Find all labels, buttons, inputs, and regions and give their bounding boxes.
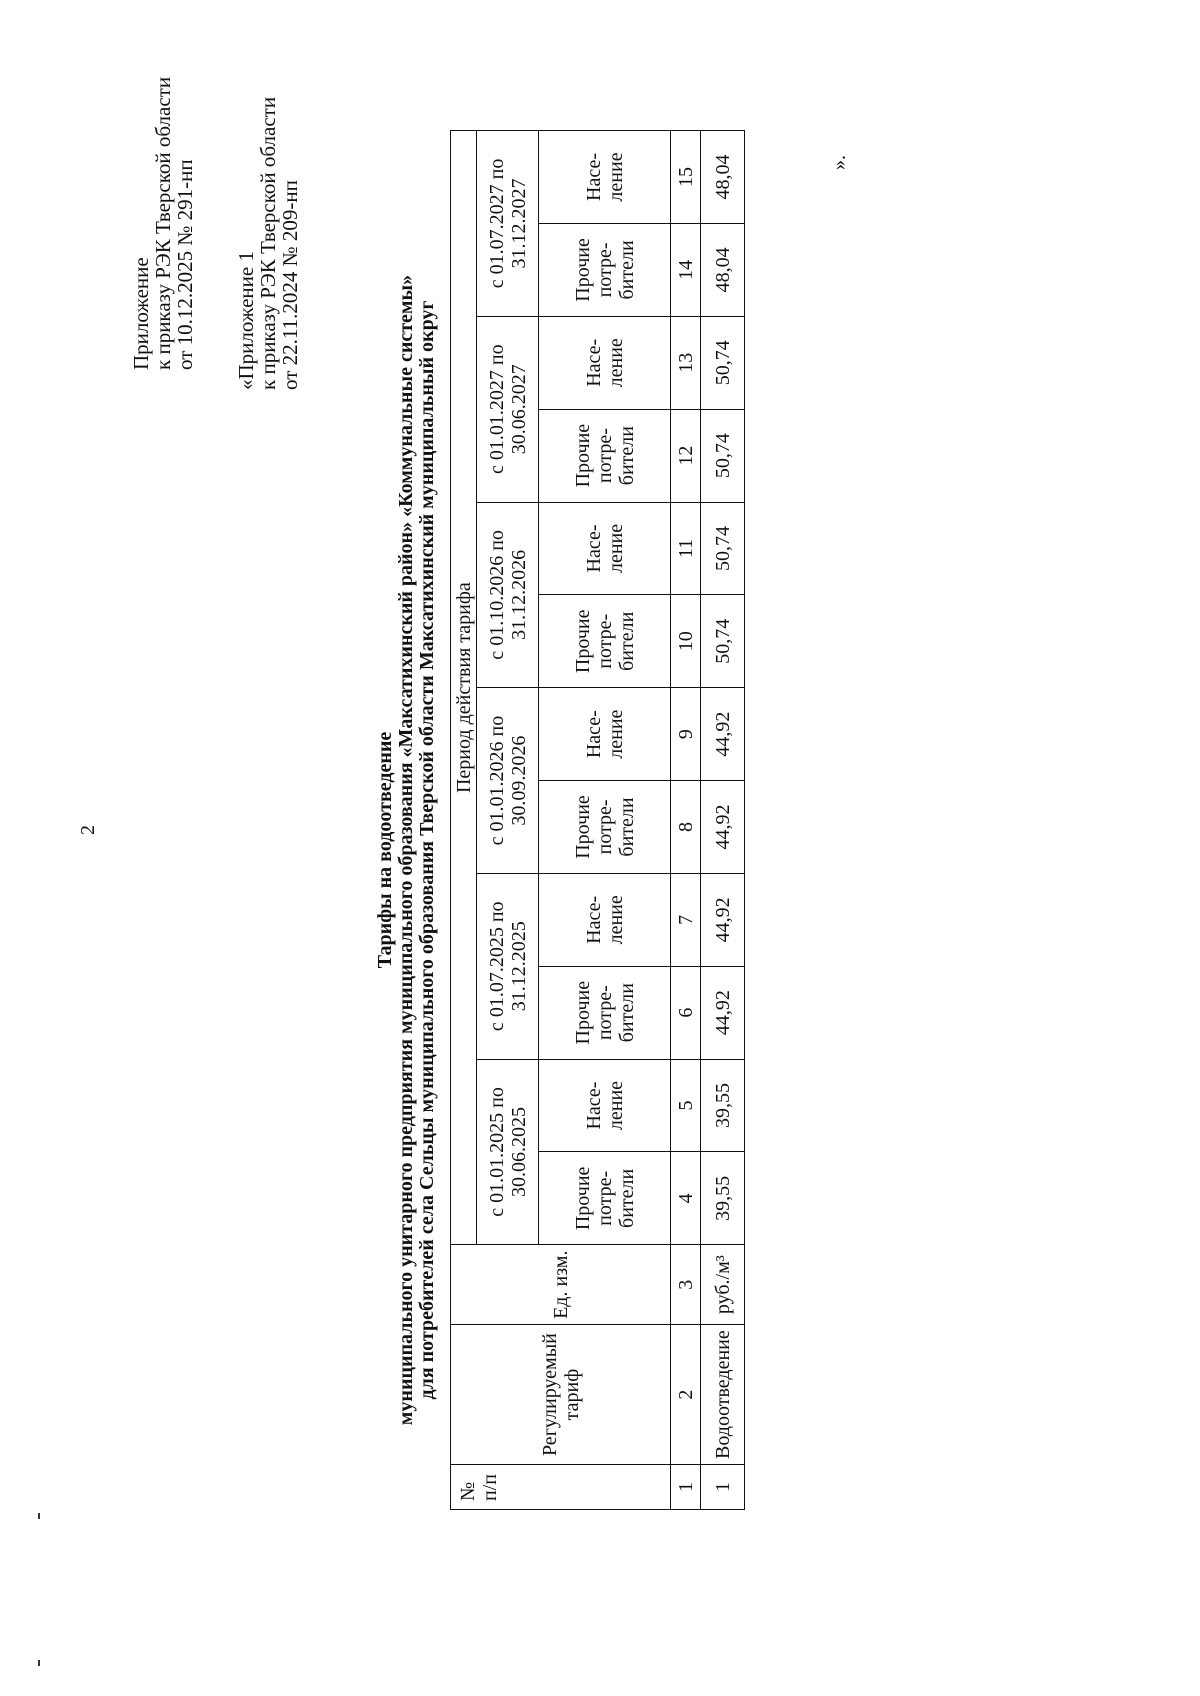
col-number: 11 — [671, 502, 701, 595]
period-1-population: Насе-ление — [539, 1059, 671, 1152]
col-number: 1 — [671, 1465, 701, 1510]
closing-quote: ». — [828, 155, 850, 170]
title-line3: для потребителей села Сельцы муниципального образования Тверской области Максатихинский муниципальный округ — [416, 300, 438, 1400]
row-value: 48,04 — [701, 131, 745, 224]
period-3-population: Насе-ление — [539, 688, 671, 781]
period-6-label: с 01.07.2027 по 31.12.2027 — [477, 131, 539, 317]
row-value: 50,74 — [701, 316, 745, 409]
stray-mark-top — [38, 1513, 40, 1519]
stray-mark-bottom — [38, 1660, 40, 1666]
period-4-label: с 01.10.2026 по 31.12.2026 — [477, 502, 539, 688]
period-5-other: Прочие потре-бители — [539, 409, 671, 502]
annex-current — [130, 77, 196, 370]
row-value: 44,92 — [701, 966, 745, 1059]
period-1-label: с 01.01.2025 по 30.06.2025 — [477, 1059, 539, 1245]
col-number: 3 — [671, 1245, 701, 1325]
annex-current-line3: от 10.12.2025 № 291-нп — [173, 159, 197, 370]
row-value: 39,55 — [701, 1059, 745, 1152]
col-number: 5 — [671, 1059, 701, 1152]
annex-previous-line3: от 22.11.2024 № 209-нп — [278, 180, 302, 390]
row-value: 44,92 — [701, 688, 745, 781]
period-2-population: Насе-ление — [539, 873, 671, 966]
tariff-table — [450, 130, 745, 1510]
annex-current-line2: к приказу РЭК Тверской области — [151, 76, 175, 370]
period-4-other: Прочие потре-бители — [539, 595, 671, 688]
period-5-label: с 01.01.2027 по 30.06.2027 — [477, 316, 539, 502]
period-3-other: Прочие потре-бители — [539, 781, 671, 874]
annex-previous-line1: «Приложение 1 — [234, 251, 258, 390]
period-6-other: Прочие потре-бители — [539, 223, 671, 316]
row-value: 39,55 — [701, 1152, 745, 1245]
row-value: 44,92 — [701, 873, 745, 966]
period-5-population: Насе-ление — [539, 316, 671, 409]
header-no: № п/п — [451, 1465, 671, 1510]
col-number: 6 — [671, 966, 701, 1059]
header-tariff: Регулируемый тариф — [451, 1325, 671, 1465]
column-number-row — [671, 131, 701, 1510]
row-value: 48,04 — [701, 223, 745, 316]
table-row — [701, 131, 745, 1510]
col-number: 14 — [671, 223, 701, 316]
col-number: 15 — [671, 131, 701, 224]
document-title — [375, 110, 438, 1590]
row-value: 50,74 — [701, 502, 745, 595]
rotated-landscape-content — [120, 76, 1190, 1590]
header-row-period — [451, 131, 477, 1510]
period-4-population: Насе-ление — [539, 502, 671, 595]
header-period: Период действия тарифа — [451, 131, 477, 1245]
col-number: 9 — [671, 688, 701, 781]
col-number: 10 — [671, 595, 701, 688]
row-value: 50,74 — [701, 595, 745, 688]
period-6-population: Насе-ление — [539, 131, 671, 224]
period-2-label: с 01.07.2025 по 31.12.2025 — [477, 873, 539, 1059]
period-2-other: Прочие потре-бители — [539, 966, 671, 1059]
col-number: 8 — [671, 781, 701, 874]
period-1-other: Прочие потре-бители — [539, 1152, 671, 1245]
annex-current-line1: Приложение — [129, 257, 153, 370]
col-number: 12 — [671, 409, 701, 502]
row-tariff: Водоотведение — [701, 1325, 745, 1465]
period-3-label: с 01.01.2026 по 30.09.2026 — [477, 688, 539, 874]
annex-previous — [235, 97, 301, 390]
col-number: 2 — [671, 1325, 701, 1465]
page-number: 2 — [77, 825, 99, 835]
header-unit: Ед. изм. — [451, 1245, 671, 1325]
col-number: 13 — [671, 316, 701, 409]
row-unit: руб./м³ — [701, 1245, 745, 1325]
title-line1: Тарифы на водоотведение — [374, 731, 396, 969]
row-value: 44,92 — [701, 781, 745, 874]
col-number: 4 — [671, 1152, 701, 1245]
title-line2: муниципального унитарного предприятия муниципального образования «Максатихинский район» «Коммунальные системы» — [395, 274, 417, 1426]
col-number: 7 — [671, 873, 701, 966]
row-value: 50,74 — [701, 409, 745, 502]
row-no: 1 — [701, 1465, 745, 1510]
annex-previous-line2: к приказу РЭК Тверской области — [256, 96, 280, 390]
